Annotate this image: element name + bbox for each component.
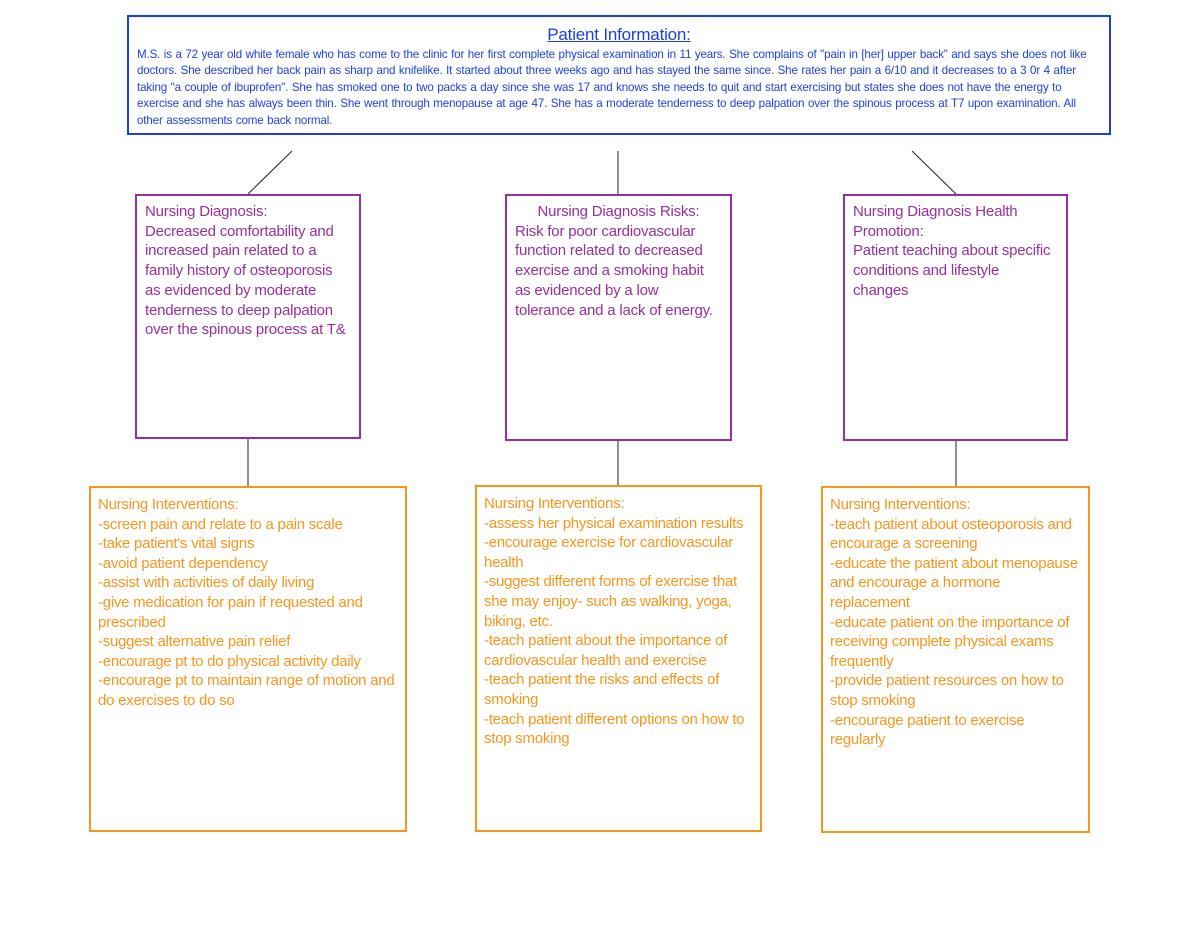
intervention-item: -assess her physical examination results: [484, 514, 744, 532]
patient-information-title: Patient Information:: [547, 25, 691, 44]
patient-information-text: M.S. is a 72 year old white female who has come to the clinic for her first complete physical examination in 11 years. She complains of "pain in [her] upper back" and says she does not like doctors. She described her back pain as sharp and knifelike. It started about three weeks ago and has stayed the same since. She rates her pain a 6/10 and it decreases to a 3 0r 4 after taking "a couple of ibuprofen". She has smoked one to two packs a day since she was 17 and knows she needs to quit and start exercising but states she does not have the energy to exercise and she has always been thin. She went through menopause at age 47. She has a moderate tenderness to deep palpation over the spinous process at T7 upon examination. All other assessments come back normal.: [137, 48, 1087, 127]
intervention-item: -avoid patient dependency: [98, 554, 268, 572]
intervention-item: -suggest different forms of exercise that she may enjoy- such as walking, yoga, biking, etc.: [484, 573, 737, 630]
nursing-diagnosis-health-promotion-title: Nursing Diagnosis Health Promotion:: [853, 203, 1018, 240]
intervention-item: -teach patient about the importance of cardiovascular health and exercise: [484, 632, 728, 669]
intervention-item: -encourage pt to maintain range of motion and do exercises to do so: [98, 672, 395, 709]
intervention-item: -teach patient different options on how to stop smoking: [484, 710, 745, 748]
nursing-interventions-box-3: [821, 486, 1090, 833]
intervention-item: -suggest alternative pain relief: [98, 633, 291, 651]
intervention-item: -take patient's vital signs: [98, 535, 255, 553]
intervention-item: -provide patient resources on how to stop smoking: [830, 672, 1064, 709]
nursing-interventions-box-2: [475, 485, 762, 832]
nursing-interventions-list-3: [830, 515, 1081, 750]
nursing-interventions-title-1: Nursing Interventions:: [98, 496, 239, 513]
intervention-item: -teach patient about osteoporosis and encourage a screening: [830, 515, 1072, 553]
nursing-diagnosis-title: Nursing Diagnosis:: [145, 203, 268, 220]
nursing-diagnosis-health-promotion-text: Patient teaching about specific conditions and lifestyle changes: [853, 242, 1051, 299]
intervention-item: -encourage pt to do physical activity daily: [98, 652, 361, 670]
connector-info-to-diagnosis-3: [912, 151, 956, 194]
nursing-diagnosis-risks-box: [505, 194, 732, 441]
nursing-diagnosis-risks-title: Nursing Diagnosis Risks:: [537, 203, 700, 220]
intervention-item: -encourage patient to exercise regularly: [830, 711, 1025, 749]
intervention-item: -educate the patient about menopause and encourage a hormone replacement: [830, 554, 1078, 611]
connector-info-to-diagnosis-1: [248, 151, 292, 194]
nursing-interventions-title-3: Nursing Interventions:: [830, 496, 971, 513]
nursing-diagnosis-text: Decreased comfortability and increased pain related to a family history of osteoporosis as evidenced by moderate tenderness to deep palpation over the spinous process at T&: [145, 222, 346, 339]
intervention-item: -assist with activities of daily living: [98, 574, 315, 592]
intervention-item: -screen pain and relate to a pain scale: [98, 515, 343, 533]
intervention-item: -educate patient on the importance of receiving complete physical exams frequently: [830, 613, 1070, 670]
nursing-diagnosis-health-promotion-box: [843, 194, 1068, 441]
intervention-item: -encourage exercise for cardiovascular health: [484, 534, 733, 571]
patient-information-box: [127, 15, 1111, 135]
nursing-diagnosis-box: [135, 194, 361, 439]
nursing-interventions-list-1: [98, 515, 398, 711]
intervention-item: -give medication for pain if requested and prescribed: [98, 593, 363, 631]
nursing-interventions-box-1: [89, 486, 407, 832]
nursing-diagnosis-risks-text: Risk for poor cardiovascular function related to decreased exercise and a smoking habit as evidenced by a low tolerance and a lack of energy.: [515, 222, 713, 319]
nursing-interventions-list-2: [484, 514, 753, 749]
nursing-interventions-title-2: Nursing Interventions:: [484, 495, 625, 512]
intervention-item: -teach patient the risks and effects of smoking: [484, 671, 720, 708]
